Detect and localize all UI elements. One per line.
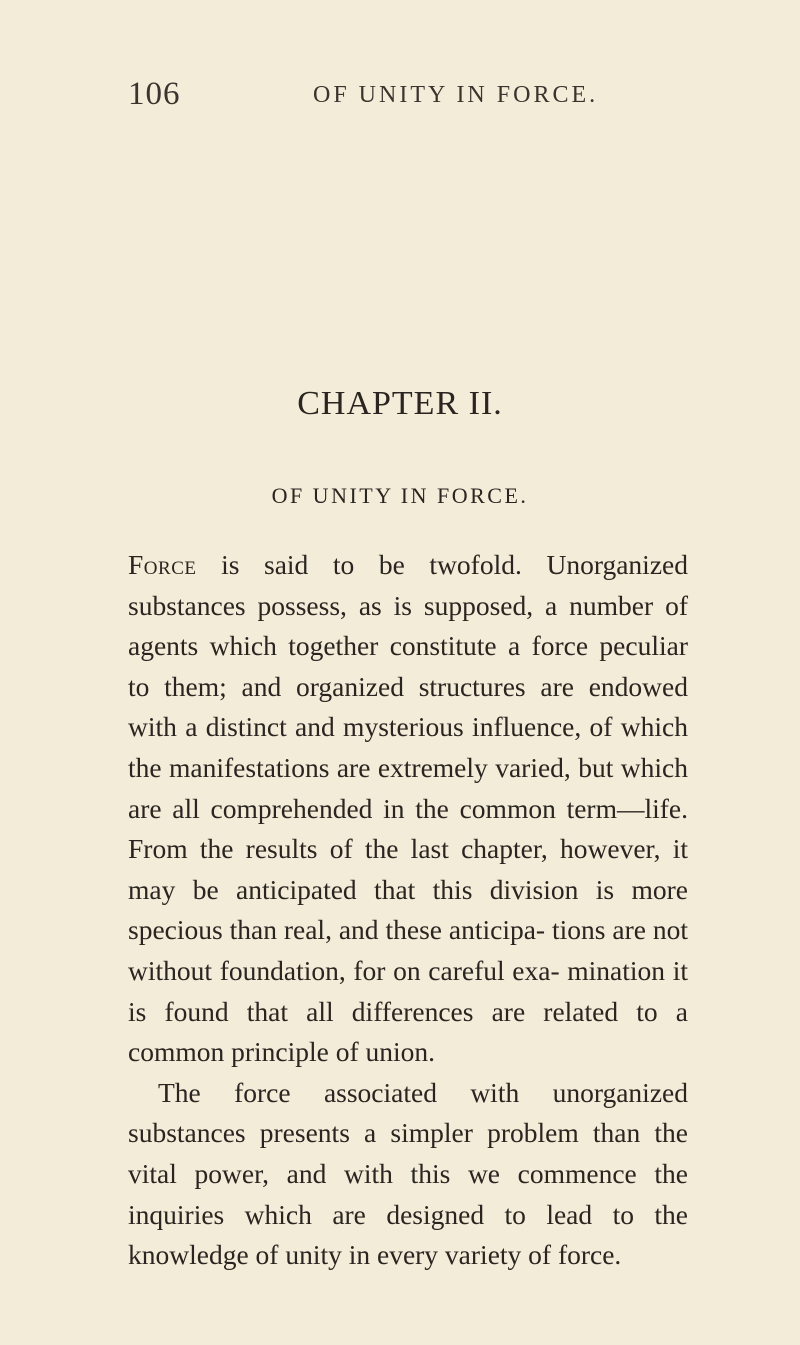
- page-number: 106: [128, 76, 181, 112]
- chapter-title: OF UNITY IN FORCE.: [271, 483, 529, 508]
- paragraph-1-text: is said to be twofold. Unorganized substances possess, as is supposed, a number of agents which together constitute a force peculiar to them; and organized structures are endowed with a distinct and mysterious influence, of which the manifestations are extremely varied, but which are all comprehended in the common term—life. From the results of the last chapter, however, it may be anticipated that this division is more specious than real, and these anticipa- tions are not without foundation, for on careful exa- mination it is found that all differences are related to a common principle of union.: [128, 549, 688, 1068]
- chapter-heading: CHAPTER II.: [297, 385, 503, 422]
- paragraph-1: [128, 545, 688, 1073]
- body-text: [128, 545, 688, 1276]
- paragraph-lead-word: Force: [128, 549, 197, 580]
- paragraph-2: The force associated with unorganized substances presents a simpler problem than the vital power, and with this we commence the inquiries which are designed to lead to the knowledge of unity in every variety of force.: [128, 1076, 688, 1271]
- running-head: [128, 76, 688, 116]
- running-title: OF UNITY IN FORCE.: [313, 82, 599, 108]
